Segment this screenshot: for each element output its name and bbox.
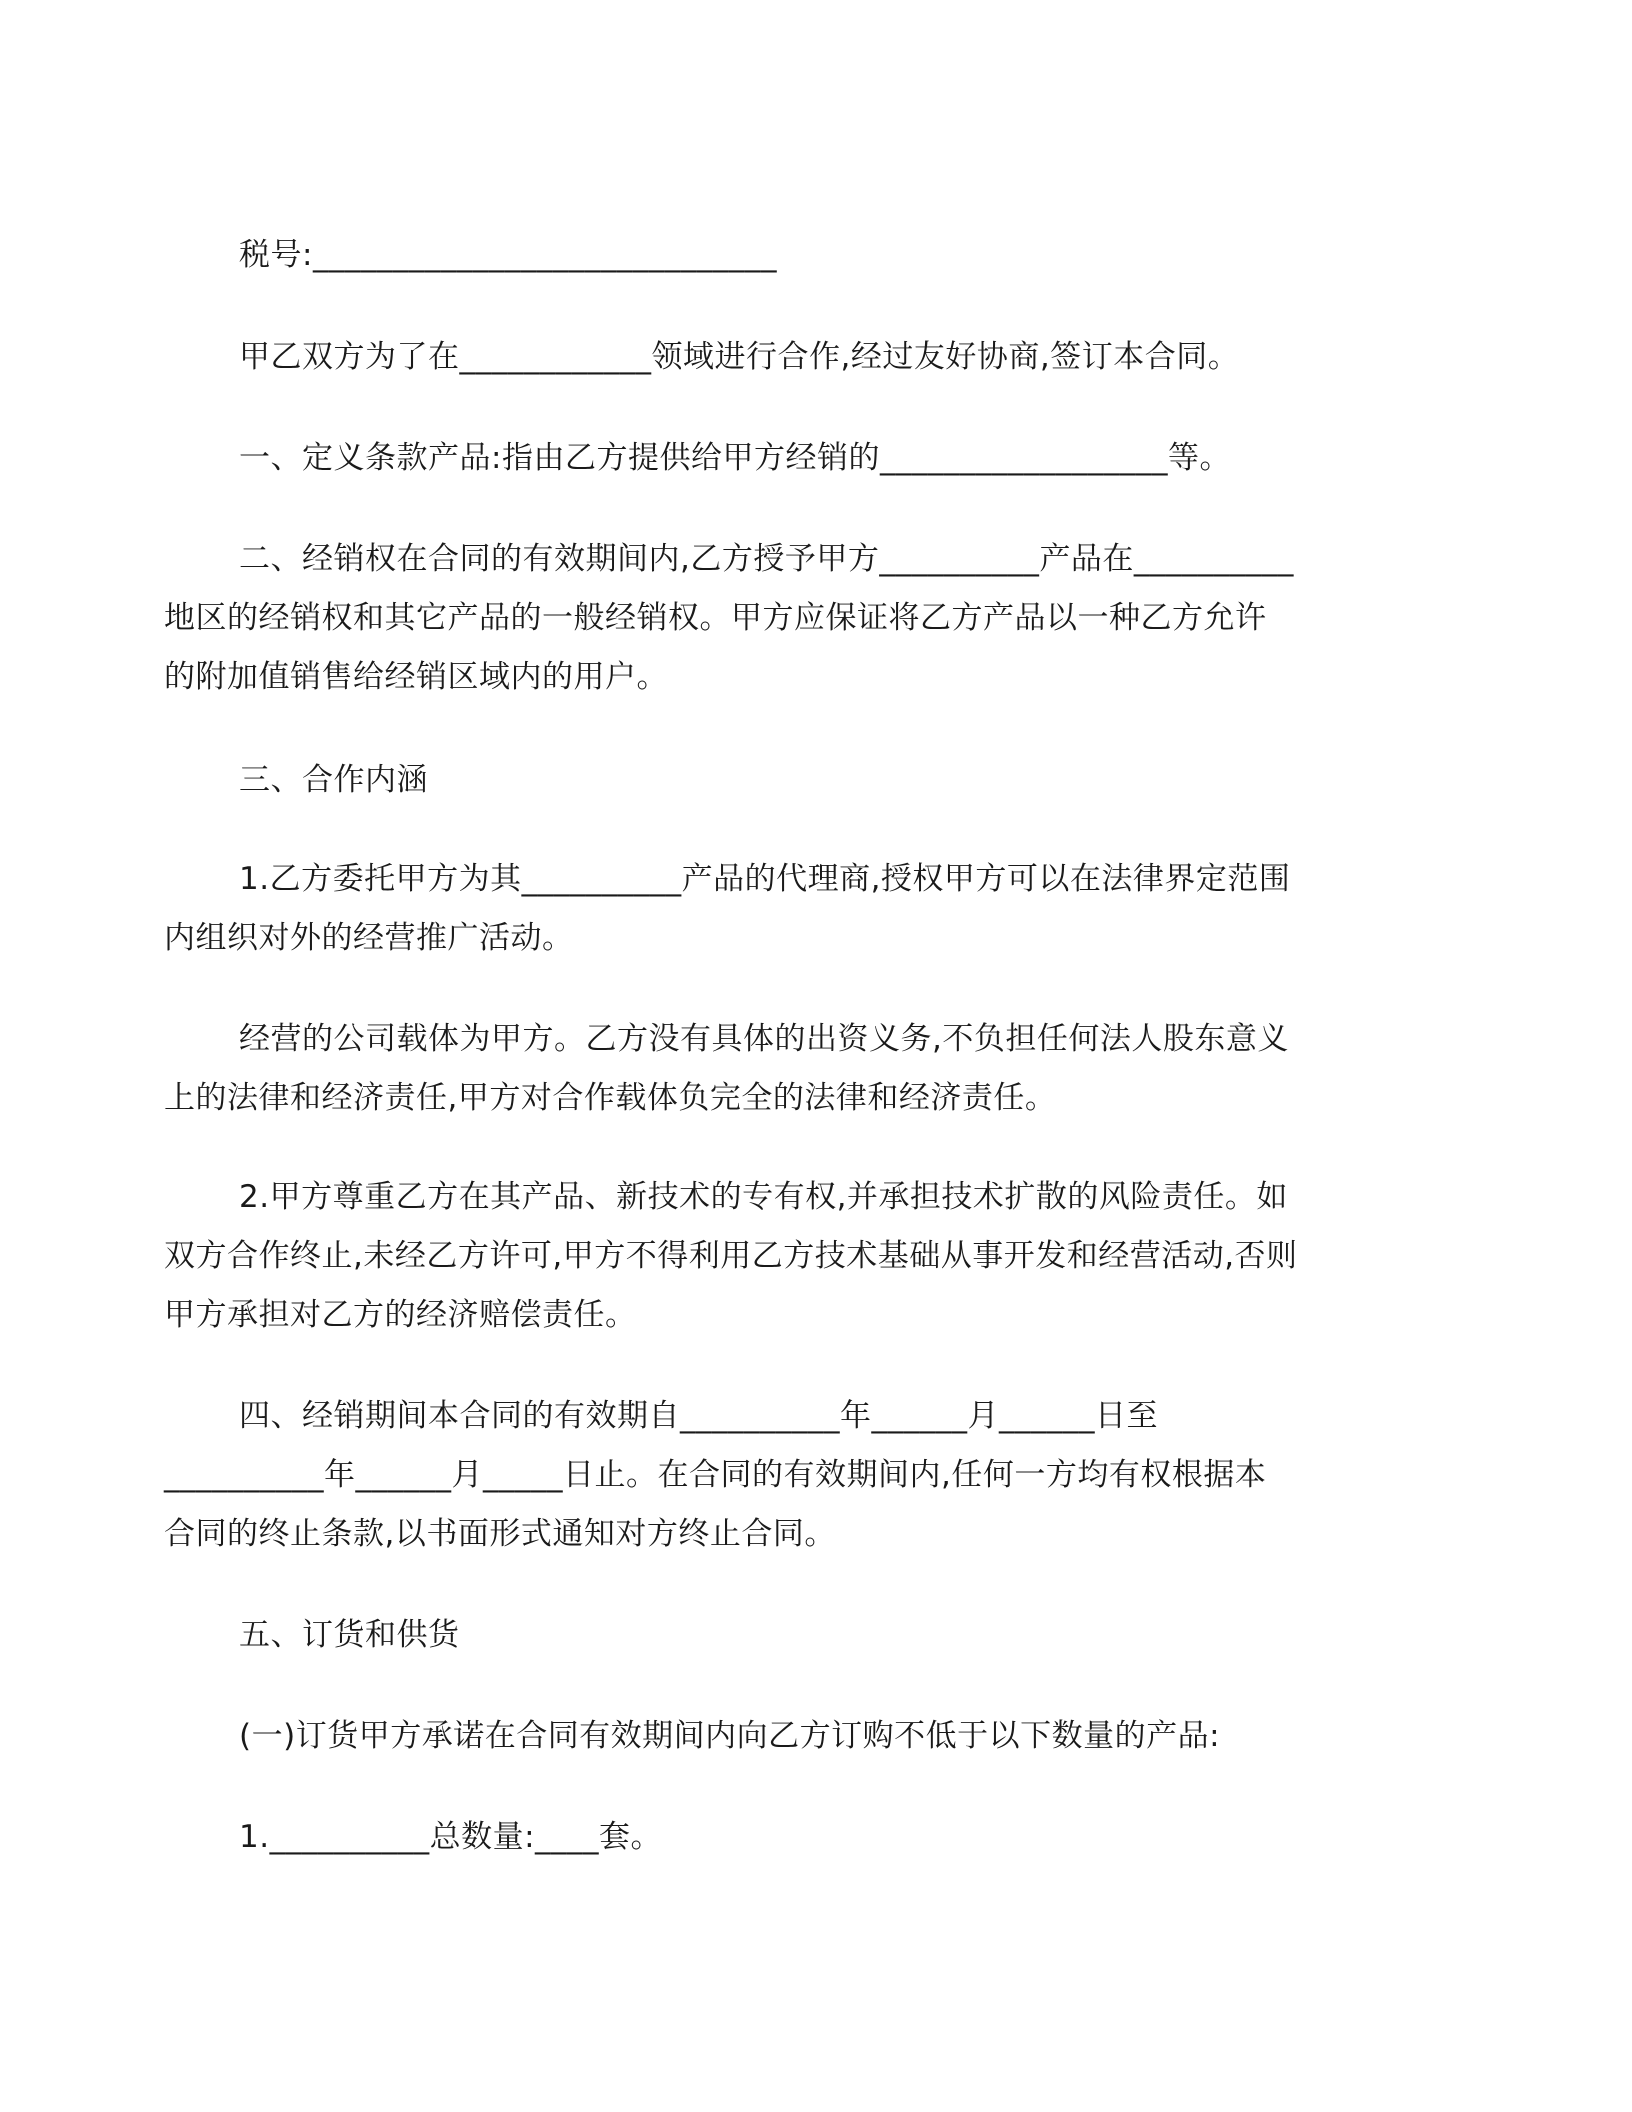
paragraph-line: 2.甲方尊重乙方在其产品、新技术的专有权,并承担技术扩散的风险责任。如: [239, 1179, 1288, 1215]
section-3-operating-entity: [164, 1010, 1306, 1128]
paragraph-line: (一)订货甲方承诺在合同有效期间内向乙方订购不低于以下数量的产品:: [239, 1718, 1221, 1754]
section-5-ordering: [239, 1707, 1381, 1766]
paragraph-line: 三、合作内涵: [239, 762, 428, 798]
paragraph-line: 双方合作终止,未经乙方许可,甲方不得利用乙方技术基础从事开发和经营活动,否则: [164, 1238, 1298, 1274]
paragraph-line: 税号:_____________________________: [239, 237, 777, 273]
paragraph-line: 合同的终止条款,以书面形式通知对方终止合同。: [164, 1516, 836, 1552]
paragraph-line: 经营的公司载体为甲方。乙方没有具体的出资义务,不负担任何法人股东意义: [239, 1021, 1289, 1057]
section-5-item-1: [239, 1808, 1381, 1867]
section-3-item-2: [164, 1168, 1306, 1345]
paragraph-line: __________年______月_____日止。在合同的有效期间内,任何一方均有权根据本: [164, 1457, 1267, 1493]
section-2-distribution-rights: [164, 530, 1306, 707]
paragraph-line: 二、经销权在合同的有效期间内,乙方授予甲方__________产品在__________: [239, 541, 1294, 577]
paragraph-line: 五、订货和供货: [239, 1617, 460, 1653]
paragraph-line: 四、经销期间本合同的有效期自__________年______月______日至: [239, 1398, 1158, 1434]
paragraph-line: 1.__________总数量:____套。: [239, 1819, 663, 1855]
section-3-heading: [239, 751, 1381, 810]
paragraph-line: 内组织对外的经营推广活动。: [164, 920, 574, 956]
paragraph-line: 地区的经销权和其它产品的一般经销权。甲方应保证将乙方产品以一种乙方允许: [164, 600, 1267, 636]
contract-purpose-paragraph: [239, 328, 1381, 387]
tax-number-line: [239, 226, 1381, 285]
section-4-term: [164, 1387, 1306, 1564]
paragraph-line: 甲方承担对乙方的经济赔偿责任。: [164, 1297, 637, 1333]
paragraph-line: 一、定义条款产品:指由乙方提供给甲方经销的__________________等。: [239, 440, 1231, 476]
paragraph-line: 甲乙双方为了在____________领域进行合作,经过友好协商,签订本合同。: [239, 339, 1240, 375]
paragraph-line: 的附加值销售给经销区域内的用户。: [164, 659, 668, 695]
section-3-item-1: [164, 850, 1306, 968]
paragraph-line: 上的法律和经济责任,甲方对合作载体负完全的法律和经济责任。: [164, 1080, 1057, 1116]
section-1-definitions: [239, 429, 1381, 488]
section-5-heading: [239, 1606, 1381, 1665]
paragraph-line: 1.乙方委托甲方为其__________产品的代理商,授权甲方可以在法律界定范围: [239, 861, 1291, 897]
